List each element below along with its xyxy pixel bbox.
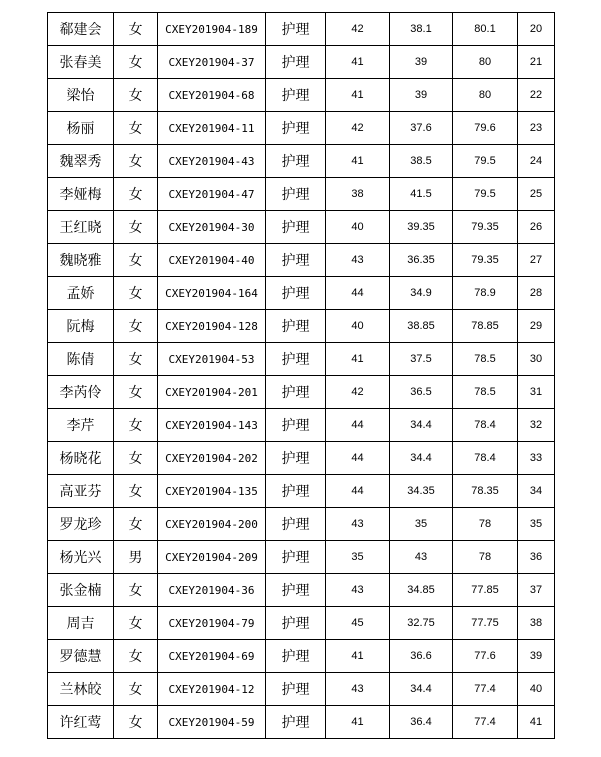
table-row bbox=[48, 13, 555, 46]
cell-score-1: 41 bbox=[326, 640, 390, 673]
cell-total: 77.75 bbox=[453, 607, 518, 640]
cell-gender: 女 bbox=[114, 211, 158, 244]
cell-gender: 女 bbox=[114, 310, 158, 343]
cell-major: 护理 bbox=[266, 244, 326, 277]
cell-name: 张春美 bbox=[48, 46, 114, 79]
cell-gender: 女 bbox=[114, 112, 158, 145]
cell-exam-id: CXEY201904-53 bbox=[158, 343, 266, 376]
cell-total: 78 bbox=[453, 508, 518, 541]
cell-major: 护理 bbox=[266, 409, 326, 442]
cell-total: 78.9 bbox=[453, 277, 518, 310]
cell-rank: 20 bbox=[518, 13, 555, 46]
cell-rank: 27 bbox=[518, 244, 555, 277]
cell-major: 护理 bbox=[266, 508, 326, 541]
cell-major: 护理 bbox=[266, 211, 326, 244]
cell-gender: 女 bbox=[114, 607, 158, 640]
cell-major: 护理 bbox=[266, 178, 326, 211]
cell-rank: 29 bbox=[518, 310, 555, 343]
cell-score-2: 36.4 bbox=[390, 706, 453, 739]
cell-name: 魏翠秀 bbox=[48, 145, 114, 178]
cell-total: 79.5 bbox=[453, 145, 518, 178]
cell-total: 78.4 bbox=[453, 409, 518, 442]
cell-name: 杨光兴 bbox=[48, 541, 114, 574]
cell-score-1: 43 bbox=[326, 574, 390, 607]
cell-major: 护理 bbox=[266, 310, 326, 343]
cell-exam-id: CXEY201904-209 bbox=[158, 541, 266, 574]
cell-score-1: 40 bbox=[326, 310, 390, 343]
table-row bbox=[48, 178, 555, 211]
table-row bbox=[48, 145, 555, 178]
cell-exam-id: CXEY201904-202 bbox=[158, 442, 266, 475]
cell-score-1: 45 bbox=[326, 607, 390, 640]
cell-exam-id: CXEY201904-79 bbox=[158, 607, 266, 640]
cell-exam-id: CXEY201904-135 bbox=[158, 475, 266, 508]
cell-name: 梁怡 bbox=[48, 79, 114, 112]
cell-total: 79.35 bbox=[453, 211, 518, 244]
cell-score-1: 44 bbox=[326, 475, 390, 508]
cell-score-1: 44 bbox=[326, 442, 390, 475]
cell-exam-id: CXEY201904-43 bbox=[158, 145, 266, 178]
cell-major: 护理 bbox=[266, 343, 326, 376]
table-row bbox=[48, 310, 555, 343]
cell-name: 李芹 bbox=[48, 409, 114, 442]
cell-score-2: 34.4 bbox=[390, 409, 453, 442]
cell-total: 80 bbox=[453, 79, 518, 112]
cell-gender: 女 bbox=[114, 13, 158, 46]
cell-rank: 33 bbox=[518, 442, 555, 475]
cell-score-2: 34.35 bbox=[390, 475, 453, 508]
cell-rank: 24 bbox=[518, 145, 555, 178]
cell-name: 兰林皎 bbox=[48, 673, 114, 706]
table-row bbox=[48, 409, 555, 442]
cell-rank: 21 bbox=[518, 46, 555, 79]
cell-score-2: 35 bbox=[390, 508, 453, 541]
cell-exam-id: CXEY201904-68 bbox=[158, 79, 266, 112]
table-row bbox=[48, 475, 555, 508]
cell-major: 护理 bbox=[266, 442, 326, 475]
cell-major: 护理 bbox=[266, 607, 326, 640]
cell-score-1: 42 bbox=[326, 376, 390, 409]
cell-gender: 女 bbox=[114, 79, 158, 112]
cell-name: 魏晓雅 bbox=[48, 244, 114, 277]
cell-gender: 男 bbox=[114, 541, 158, 574]
table-row bbox=[48, 112, 555, 145]
cell-exam-id: CXEY201904-30 bbox=[158, 211, 266, 244]
cell-score-2: 36.35 bbox=[390, 244, 453, 277]
cell-major: 护理 bbox=[266, 46, 326, 79]
cell-rank: 40 bbox=[518, 673, 555, 706]
cell-total: 78.85 bbox=[453, 310, 518, 343]
cell-score-1: 40 bbox=[326, 211, 390, 244]
cell-total: 78 bbox=[453, 541, 518, 574]
cell-total: 79.35 bbox=[453, 244, 518, 277]
cell-score-2: 43 bbox=[390, 541, 453, 574]
cell-score-2: 34.9 bbox=[390, 277, 453, 310]
cell-name: 李娅梅 bbox=[48, 178, 114, 211]
cell-name: 杨丽 bbox=[48, 112, 114, 145]
cell-exam-id: CXEY201904-11 bbox=[158, 112, 266, 145]
cell-score-1: 35 bbox=[326, 541, 390, 574]
score-table-body bbox=[48, 13, 555, 739]
cell-exam-id: CXEY201904-59 bbox=[158, 706, 266, 739]
cell-major: 护理 bbox=[266, 13, 326, 46]
cell-rank: 26 bbox=[518, 211, 555, 244]
cell-score-1: 41 bbox=[326, 145, 390, 178]
cell-major: 护理 bbox=[266, 673, 326, 706]
cell-rank: 34 bbox=[518, 475, 555, 508]
table-row bbox=[48, 46, 555, 79]
cell-exam-id: CXEY201904-40 bbox=[158, 244, 266, 277]
cell-name: 张金楠 bbox=[48, 574, 114, 607]
cell-name: 罗龙珍 bbox=[48, 508, 114, 541]
cell-total: 78.4 bbox=[453, 442, 518, 475]
cell-gender: 女 bbox=[114, 706, 158, 739]
cell-score-2: 36.6 bbox=[390, 640, 453, 673]
cell-rank: 23 bbox=[518, 112, 555, 145]
cell-rank: 39 bbox=[518, 640, 555, 673]
cell-score-1: 43 bbox=[326, 508, 390, 541]
cell-score-2: 34.4 bbox=[390, 673, 453, 706]
cell-gender: 女 bbox=[114, 673, 158, 706]
cell-gender: 女 bbox=[114, 244, 158, 277]
cell-gender: 女 bbox=[114, 277, 158, 310]
cell-exam-id: CXEY201904-36 bbox=[158, 574, 266, 607]
cell-name: 陈倩 bbox=[48, 343, 114, 376]
cell-total: 79.5 bbox=[453, 178, 518, 211]
cell-gender: 女 bbox=[114, 475, 158, 508]
table-row bbox=[48, 607, 555, 640]
cell-rank: 25 bbox=[518, 178, 555, 211]
cell-rank: 38 bbox=[518, 607, 555, 640]
cell-gender: 女 bbox=[114, 574, 158, 607]
score-table bbox=[47, 12, 555, 739]
cell-score-1: 41 bbox=[326, 46, 390, 79]
cell-rank: 35 bbox=[518, 508, 555, 541]
cell-gender: 女 bbox=[114, 376, 158, 409]
table-row bbox=[48, 376, 555, 409]
cell-score-1: 44 bbox=[326, 409, 390, 442]
cell-name: 高亚芬 bbox=[48, 475, 114, 508]
cell-exam-id: CXEY201904-69 bbox=[158, 640, 266, 673]
table-row bbox=[48, 673, 555, 706]
cell-rank: 36 bbox=[518, 541, 555, 574]
cell-score-2: 34.85 bbox=[390, 574, 453, 607]
cell-score-2: 36.5 bbox=[390, 376, 453, 409]
cell-score-2: 41.5 bbox=[390, 178, 453, 211]
cell-score-2: 39.35 bbox=[390, 211, 453, 244]
cell-name: 李芮伶 bbox=[48, 376, 114, 409]
cell-score-2: 37.5 bbox=[390, 343, 453, 376]
cell-score-1: 41 bbox=[326, 343, 390, 376]
cell-rank: 22 bbox=[518, 79, 555, 112]
cell-name: 王红晓 bbox=[48, 211, 114, 244]
cell-total: 80.1 bbox=[453, 13, 518, 46]
cell-gender: 女 bbox=[114, 343, 158, 376]
cell-name: 许红莺 bbox=[48, 706, 114, 739]
cell-total: 78.5 bbox=[453, 376, 518, 409]
table-row bbox=[48, 277, 555, 310]
cell-score-1: 38 bbox=[326, 178, 390, 211]
cell-total: 77.4 bbox=[453, 706, 518, 739]
cell-name: 罗德慧 bbox=[48, 640, 114, 673]
cell-score-2: 39 bbox=[390, 79, 453, 112]
table-row bbox=[48, 640, 555, 673]
cell-gender: 女 bbox=[114, 178, 158, 211]
cell-total: 77.4 bbox=[453, 673, 518, 706]
cell-score-1: 43 bbox=[326, 673, 390, 706]
cell-exam-id: CXEY201904-128 bbox=[158, 310, 266, 343]
cell-major: 护理 bbox=[266, 640, 326, 673]
cell-exam-id: CXEY201904-12 bbox=[158, 673, 266, 706]
cell-gender: 女 bbox=[114, 508, 158, 541]
table-row bbox=[48, 574, 555, 607]
cell-score-1: 43 bbox=[326, 244, 390, 277]
table-row bbox=[48, 442, 555, 475]
table-row bbox=[48, 211, 555, 244]
cell-rank: 32 bbox=[518, 409, 555, 442]
table-row bbox=[48, 244, 555, 277]
cell-score-2: 37.6 bbox=[390, 112, 453, 145]
cell-name: 阮梅 bbox=[48, 310, 114, 343]
cell-exam-id: CXEY201904-201 bbox=[158, 376, 266, 409]
cell-total: 80 bbox=[453, 46, 518, 79]
cell-total: 77.6 bbox=[453, 640, 518, 673]
cell-total: 78.5 bbox=[453, 343, 518, 376]
cell-gender: 女 bbox=[114, 640, 158, 673]
cell-rank: 41 bbox=[518, 706, 555, 739]
cell-score-1: 42 bbox=[326, 13, 390, 46]
cell-total: 78.35 bbox=[453, 475, 518, 508]
cell-major: 护理 bbox=[266, 112, 326, 145]
table-row bbox=[48, 706, 555, 739]
cell-name: 周吉 bbox=[48, 607, 114, 640]
cell-score-2: 38.1 bbox=[390, 13, 453, 46]
cell-score-2: 38.85 bbox=[390, 310, 453, 343]
table-row bbox=[48, 79, 555, 112]
cell-major: 护理 bbox=[266, 574, 326, 607]
cell-score-2: 38.5 bbox=[390, 145, 453, 178]
cell-major: 护理 bbox=[266, 145, 326, 178]
cell-rank: 28 bbox=[518, 277, 555, 310]
cell-gender: 女 bbox=[114, 46, 158, 79]
cell-major: 护理 bbox=[266, 475, 326, 508]
cell-major: 护理 bbox=[266, 706, 326, 739]
cell-name: 孟娇 bbox=[48, 277, 114, 310]
cell-exam-id: CXEY201904-200 bbox=[158, 508, 266, 541]
cell-major: 护理 bbox=[266, 79, 326, 112]
cell-name: 郗建会 bbox=[48, 13, 114, 46]
cell-rank: 30 bbox=[518, 343, 555, 376]
table-row bbox=[48, 541, 555, 574]
cell-score-2: 32.75 bbox=[390, 607, 453, 640]
cell-score-2: 39 bbox=[390, 46, 453, 79]
cell-score-1: 41 bbox=[326, 79, 390, 112]
cell-total: 79.6 bbox=[453, 112, 518, 145]
cell-major: 护理 bbox=[266, 541, 326, 574]
cell-rank: 31 bbox=[518, 376, 555, 409]
cell-score-1: 41 bbox=[326, 706, 390, 739]
cell-name: 杨晓花 bbox=[48, 442, 114, 475]
cell-score-2: 34.4 bbox=[390, 442, 453, 475]
cell-score-1: 42 bbox=[326, 112, 390, 145]
cell-gender: 女 bbox=[114, 145, 158, 178]
cell-exam-id: CXEY201904-189 bbox=[158, 13, 266, 46]
cell-score-1: 44 bbox=[326, 277, 390, 310]
table-row bbox=[48, 508, 555, 541]
cell-gender: 女 bbox=[114, 409, 158, 442]
table-row bbox=[48, 343, 555, 376]
cell-exam-id: CXEY201904-164 bbox=[158, 277, 266, 310]
cell-gender: 女 bbox=[114, 442, 158, 475]
cell-major: 护理 bbox=[266, 376, 326, 409]
cell-exam-id: CXEY201904-37 bbox=[158, 46, 266, 79]
cell-major: 护理 bbox=[266, 277, 326, 310]
cell-exam-id: CXEY201904-143 bbox=[158, 409, 266, 442]
cell-total: 77.85 bbox=[453, 574, 518, 607]
cell-exam-id: CXEY201904-47 bbox=[158, 178, 266, 211]
cell-rank: 37 bbox=[518, 574, 555, 607]
